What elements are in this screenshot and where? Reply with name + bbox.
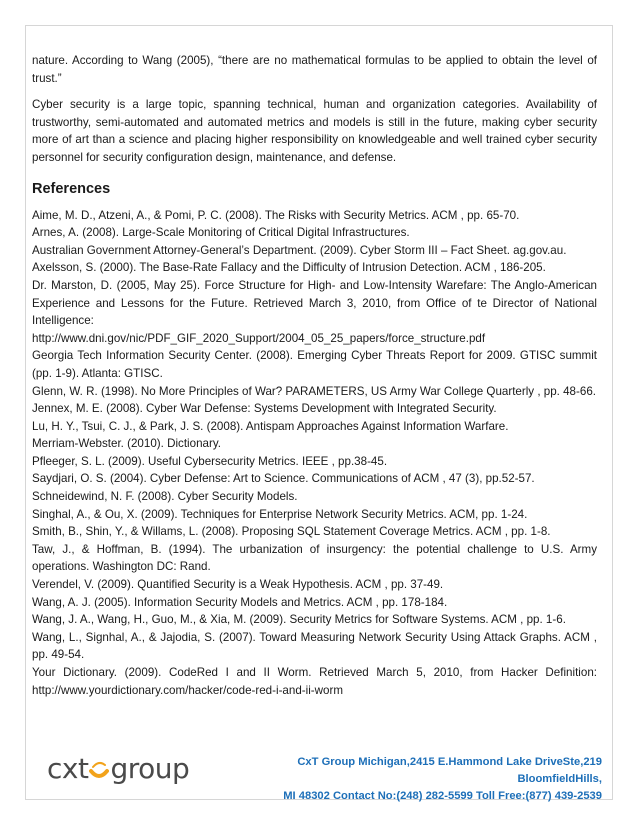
reference-item: Glenn, W. R. (1998). No More Principles of War? PARAMETERS, US Army War College Quarterly , pp. 48-66. — [32, 384, 596, 398]
reference-item: Merriam-Webster. (2010). Dictionary. — [32, 437, 221, 451]
references-heading: References — [32, 180, 111, 197]
reference-url[interactable]: http://www.dni.gov/nic/PDF_GIF_2020_Support/2004_05_25_papers/force_structure.pdf — [32, 331, 486, 345]
page-footer — [25, 745, 613, 800]
reference-item: Axelsson, S. (2000). The Base-Rate Fallacy and the Difficulty of Intrusion Detection. ACM , 186-205. — [32, 261, 546, 275]
reference-item: Aime, M. D., Atzeni, A., & Pomi, P. C. (2008). The Risks with Security Metrics. ACM , pp. 65-70. — [32, 208, 520, 222]
reference-item: Smith, B., Shin, Y., & Willams, L. (2008). Proposing SQL Statement Coverage Metrics. ACM , pp. 1-8. — [32, 525, 551, 539]
reference-item: Your Dictionary. (2009). CodeRed I and II Worm. Retrieved March 5, 2010, from Hacker Definition: http://www.yourdictionary.com/hacker/code-red-i-and-ii-worm — [32, 666, 597, 697]
contact-phone: MI 48302 Contact No:(248) 282-5599 Toll Free:(877) 439-2539 — [283, 790, 602, 802]
reference-item: Schneidewind, N. F. (2008). Cyber Security Models. — [32, 490, 298, 504]
reference-item: Australian Government Attorney-General’s Department. (2009). Cyber Storm III – Fact Sheet. ag.gov.au. — [32, 243, 567, 257]
reference-item: Pfleeger, S. L. (2009). Useful Cybersecurity Metrics. IEEE , pp.38-45. — [32, 454, 388, 468]
contact-address: CxT Group Michigan,2415 E.Hammond Lake DriveSte,219 BloomfieldHills, — [297, 756, 602, 785]
reference-item: Wang, J. A., Wang, H., Guo, M., & Xia, M. (2009). Security Metrics for Software Systems. ACM , pp. 1-6. — [32, 613, 566, 627]
body-paragraph: nature. According to Wang (2005), “there are no mathematical formulas to be applied to obtain the level of trust.” — [32, 54, 597, 85]
reference-item: Wang, L., Signhal, A., & Jajodia, S. (2007). Toward Measuring Network Security Using Attack Graphs. ACM , pp. 49-54. — [32, 630, 597, 662]
logo-text-right: group — [110, 752, 190, 785]
reference-item: Dr. Marston, D. (2005, May 25). Force Structure for High- and Low-Intensity Warefare: The Anglo-American Experience and Lessons for the Future. Retrieved March 3, 2010, from Office of te Director of National Intelligence: — [32, 278, 597, 328]
reference-item: Jennex, M. E. (2008). Cyber War Defense: Systems Development with Integrated Security. — [32, 402, 497, 416]
reference-item: Verendel, V. (2009). Quantified Security is a Weak Hypothesis. ACM , pp. 37-49. — [32, 578, 444, 592]
reference-item: Taw, J., & Hoffman, B. (1994). The urbanization of insurgency: the potential challenge to U.S. Army operations. Washington DC: Rand. — [32, 542, 597, 574]
reference-item: Arnes, A. (2008). Large-Scale Monitoring of Critical Digital Infrastructures. — [32, 226, 410, 240]
references-list — [32, 207, 597, 700]
reference-item: Georgia Tech Information Security Center. (2008). Emerging Cyber Threats Report for 2009. GTISC summit (pp. 1-9). Atlanta: GTISC. — [32, 349, 597, 380]
reference-item: Lu, H. Y., Tsui, C. J., & Park, J. S. (2008). Antispam Approaches Against Information Warfare. — [32, 419, 509, 433]
page-content — [32, 52, 597, 699]
reference-item: Wang, A. J. (2005). Information Security Models and Metrics. ACM , pp. 178-184. — [32, 595, 448, 609]
reference-item: Saydjari, O. S. (2004). Cyber Defense: Art to Science. Communications of ACM , 47 (3), pp.52-57. — [32, 472, 535, 486]
contact-info — [232, 754, 602, 805]
reference-item: Singhal, A., & Ou, X. (2009). Techniques for Enterprise Network Security Metrics. ACM, pp. 1-24. — [32, 507, 528, 521]
logo-text-left: cxt — [47, 752, 89, 785]
sun-icon — [89, 756, 109, 780]
body-paragraph: Cyber security is a large topic, spanning technical, human and organization categories. Availability of trustworthy, semi-automated and automated metrics and models is still in the future, making cyber security more of art than a science and placing higher responsibility on knowledgeable and well trained cyber security personnel for security configuration design, maintenance, and defense. — [32, 98, 597, 164]
cxt-group-logo — [47, 753, 189, 785]
